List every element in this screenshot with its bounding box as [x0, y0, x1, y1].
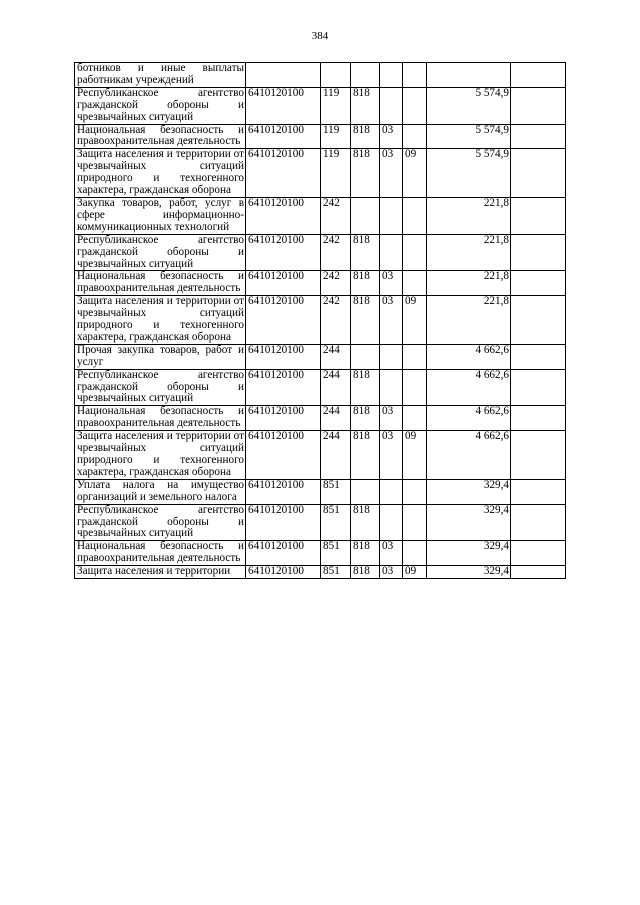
row-name-cell: Защита населения и территории от чрезвычайных ситуаций природного и техногенного характера, гражданская оборона	[75, 431, 246, 480]
table-row	[75, 234, 566, 271]
section-cell	[380, 369, 403, 406]
ministry-code-cell: 818	[351, 406, 380, 431]
row-name-cell: Республиканское агентство гражданской обороны и чрезвычайных ситуаций	[75, 504, 246, 541]
extra-cell	[511, 234, 566, 271]
target-code-cell: 6410120100	[246, 504, 321, 541]
extra-cell	[511, 149, 566, 198]
ministry-code-cell	[351, 197, 380, 234]
expense-type-cell: 242	[321, 234, 351, 271]
row-name-cell: Республиканское агентство гражданской обороны и чрезвычайных ситуаций	[75, 369, 246, 406]
section-cell	[380, 504, 403, 541]
expense-type-cell: 119	[321, 149, 351, 198]
subsection-cell	[403, 369, 427, 406]
row-name-cell: Национальная безопасность и правоохранительная деятельность	[75, 124, 246, 149]
expense-type-cell: 244	[321, 369, 351, 406]
expense-type-cell	[321, 63, 351, 88]
extra-cell	[511, 124, 566, 149]
section-cell	[380, 197, 403, 234]
ministry-code-cell: 818	[351, 234, 380, 271]
subsection-cell	[403, 197, 427, 234]
subsection-cell	[403, 541, 427, 566]
target-code-cell: 6410120100	[246, 431, 321, 480]
amount-cell: 329,4	[427, 566, 511, 579]
expense-type-cell: 244	[321, 431, 351, 480]
row-name-cell: Прочая закупка товаров, работ и услуг	[75, 344, 246, 369]
row-name-cell: ботников и иные выплаты работникам учреждений	[75, 63, 246, 88]
table-row	[75, 63, 566, 88]
ministry-code-cell: 818	[351, 504, 380, 541]
subsection-cell	[403, 271, 427, 296]
expense-type-cell: 242	[321, 271, 351, 296]
extra-cell	[511, 566, 566, 579]
expense-type-cell: 119	[321, 124, 351, 149]
extra-cell	[511, 406, 566, 431]
table-row	[75, 369, 566, 406]
amount-cell	[427, 63, 511, 88]
table-row	[75, 406, 566, 431]
ministry-code-cell: 818	[351, 271, 380, 296]
subsection-cell	[403, 63, 427, 88]
ministry-code-cell: 818	[351, 566, 380, 579]
row-name-cell: Уплата налога на имущество организаций и земельного налога	[75, 479, 246, 504]
target-code-cell: 6410120100	[246, 406, 321, 431]
target-code-cell: 6410120100	[246, 271, 321, 296]
target-code-cell: 6410120100	[246, 87, 321, 124]
expense-type-cell: 851	[321, 566, 351, 579]
section-cell: 03	[380, 149, 403, 198]
target-code-cell: 6410120100	[246, 344, 321, 369]
target-code-cell: 6410120100	[246, 149, 321, 198]
target-code-cell: 6410120100	[246, 234, 321, 271]
subsection-cell	[403, 124, 427, 149]
subsection-cell	[403, 87, 427, 124]
expense-type-cell: 242	[321, 197, 351, 234]
ministry-code-cell	[351, 479, 380, 504]
ministry-code-cell: 818	[351, 431, 380, 480]
extra-cell	[511, 344, 566, 369]
page-number: 384	[311, 30, 329, 42]
subsection-cell: 09	[403, 296, 427, 345]
target-code-cell: 6410120100	[246, 369, 321, 406]
amount-cell: 221,8	[427, 271, 511, 296]
target-code-cell: 6410120100	[246, 479, 321, 504]
subsection-cell	[403, 504, 427, 541]
ministry-code-cell: 818	[351, 149, 380, 198]
expense-type-cell: 244	[321, 406, 351, 431]
row-name-cell: Закупка товаров, работ, услуг в сфере информационно-коммуникационных технологий	[75, 197, 246, 234]
amount-cell: 329,4	[427, 504, 511, 541]
amount-cell: 4 662,6	[427, 369, 511, 406]
table-row	[75, 149, 566, 198]
section-cell	[380, 234, 403, 271]
section-cell	[380, 87, 403, 124]
expense-type-cell: 851	[321, 504, 351, 541]
expense-type-cell: 242	[321, 296, 351, 345]
target-code-cell: 6410120100	[246, 566, 321, 579]
expense-type-cell: 119	[321, 87, 351, 124]
amount-cell: 221,8	[427, 234, 511, 271]
extra-cell	[511, 197, 566, 234]
section-cell: 03	[380, 406, 403, 431]
expense-type-cell: 244	[321, 344, 351, 369]
ministry-code-cell	[351, 63, 380, 88]
section-cell: 03	[380, 431, 403, 480]
table-row	[75, 566, 566, 579]
section-cell: 03	[380, 541, 403, 566]
table-row	[75, 344, 566, 369]
subsection-cell: 09	[403, 149, 427, 198]
row-name-cell: Защита населения и территории от чрезвычайных ситуаций природного и техногенного характера, гражданская оборона	[75, 149, 246, 198]
section-cell: 03	[380, 271, 403, 296]
amount-cell: 5 574,9	[427, 124, 511, 149]
table-body	[75, 63, 566, 579]
budget-table	[74, 62, 566, 579]
target-code-cell: 6410120100	[246, 197, 321, 234]
section-cell: 03	[380, 124, 403, 149]
section-cell	[380, 63, 403, 88]
section-cell: 03	[380, 296, 403, 345]
extra-cell	[511, 63, 566, 88]
row-name-cell: Республиканское агентство гражданской обороны и чрезвычайных ситуаций	[75, 234, 246, 271]
extra-cell	[511, 541, 566, 566]
subsection-cell	[403, 344, 427, 369]
amount-cell: 5 574,9	[427, 87, 511, 124]
amount-cell: 329,4	[427, 479, 511, 504]
subsection-cell	[403, 406, 427, 431]
table-row	[75, 87, 566, 124]
target-code-cell: 6410120100	[246, 124, 321, 149]
subsection-cell: 09	[403, 566, 427, 579]
extra-cell	[511, 296, 566, 345]
table-row	[75, 271, 566, 296]
table-row	[75, 541, 566, 566]
extra-cell	[511, 504, 566, 541]
row-name-cell: Республиканское агентство гражданской обороны и чрезвычайных ситуаций	[75, 87, 246, 124]
table-row	[75, 504, 566, 541]
subsection-cell	[403, 234, 427, 271]
target-code-cell	[246, 63, 321, 88]
table-row	[75, 124, 566, 149]
ministry-code-cell	[351, 344, 380, 369]
target-code-cell: 6410120100	[246, 296, 321, 345]
amount-cell: 4 662,6	[427, 431, 511, 480]
extra-cell	[511, 87, 566, 124]
table-row	[75, 197, 566, 234]
row-name-cell: Защита населения и территории	[75, 566, 246, 579]
row-name-cell: Национальная безопасность и правоохранительная деятельность	[75, 406, 246, 431]
table-row	[75, 296, 566, 345]
amount-cell: 4 662,6	[427, 406, 511, 431]
extra-cell	[511, 369, 566, 406]
extra-cell	[511, 431, 566, 480]
section-cell	[380, 479, 403, 504]
ministry-code-cell: 818	[351, 541, 380, 566]
amount-cell: 329,4	[427, 541, 511, 566]
extra-cell	[511, 271, 566, 296]
amount-cell: 5 574,9	[427, 149, 511, 198]
section-cell: 03	[380, 566, 403, 579]
ministry-code-cell: 818	[351, 369, 380, 406]
table-row	[75, 479, 566, 504]
expense-type-cell: 851	[321, 479, 351, 504]
subsection-cell	[403, 479, 427, 504]
table-row	[75, 431, 566, 480]
target-code-cell: 6410120100	[246, 541, 321, 566]
ministry-code-cell: 818	[351, 296, 380, 345]
row-name-cell: Национальная безопасность и правоохранительная деятельность	[75, 271, 246, 296]
ministry-code-cell: 818	[351, 124, 380, 149]
ministry-code-cell: 818	[351, 87, 380, 124]
subsection-cell: 09	[403, 431, 427, 480]
expense-type-cell: 851	[321, 541, 351, 566]
extra-cell	[511, 479, 566, 504]
section-cell	[380, 344, 403, 369]
amount-cell: 4 662,6	[427, 344, 511, 369]
row-name-cell: Защита населения и территории от чрезвычайных ситуаций природного и техногенного характера, гражданская оборона	[75, 296, 246, 345]
row-name-cell: Национальная безопасность и правоохранительная деятельность	[75, 541, 246, 566]
amount-cell: 221,8	[427, 197, 511, 234]
amount-cell: 221,8	[427, 296, 511, 345]
